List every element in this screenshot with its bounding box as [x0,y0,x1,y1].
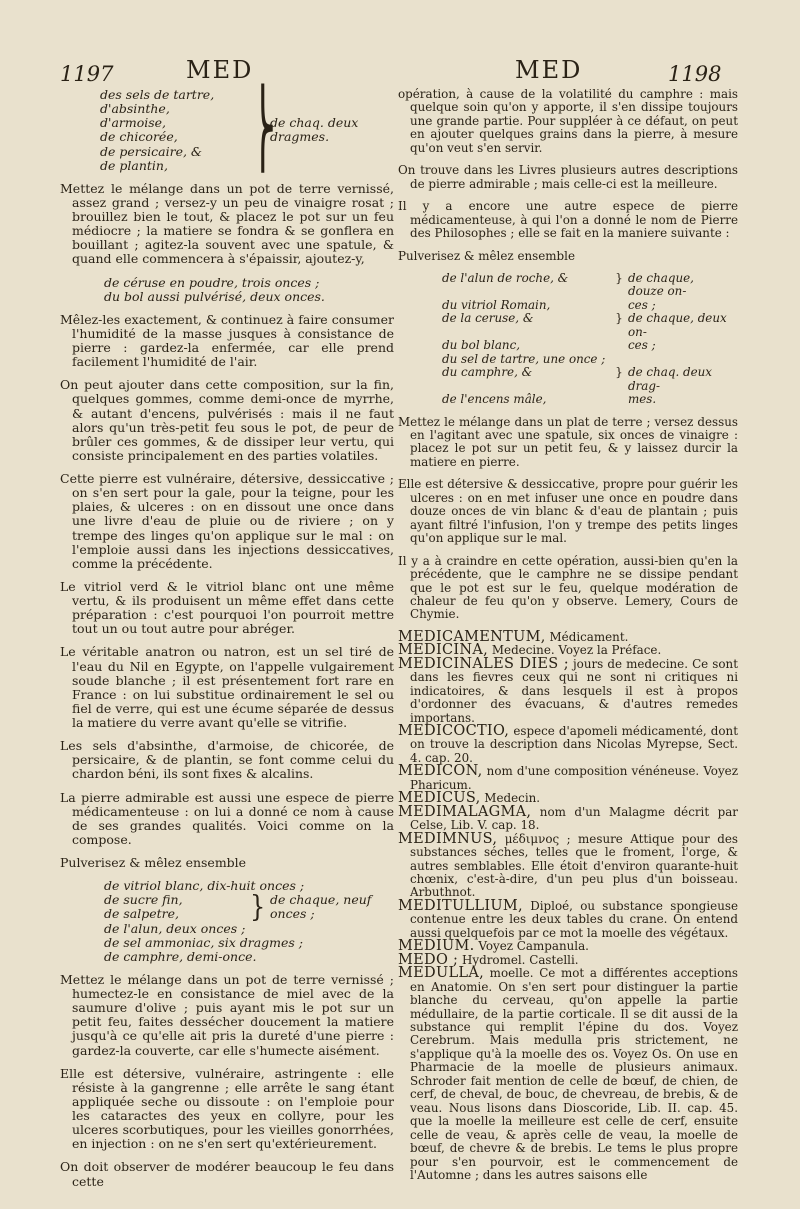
entry-text: μέδιμνος ; mesure Attique pour des substances séches, telles que le froment, l'orge, & autres semblables. Elle étoit d'environ quarante-huit chœnix, c'est-à-dire, d'un peu plus d'un boisseau. Arbuthnot. [410,831,738,900]
ingredient-name: du camphre, & [442,365,533,380]
entry-headword: MEDICON, [398,763,483,780]
entry-text: Hydromel. Castelli. [458,952,579,967]
entry-headword: MEDITULLIUM, [398,897,523,914]
left-column [60,88,394,1198]
entry-headword: MEDO ; [398,951,459,968]
brace-glyph: } [250,890,266,925]
ingredient-list [60,879,394,893]
quantity-note: de chaq. deux dragmes. [270,115,359,145]
dictionary-entry [398,725,738,765]
ingredient-quantity: ces ; [628,297,656,312]
ingredient-name: du bol blanc, [442,338,521,353]
ingredient-name: du vitriol Romain, [442,297,551,312]
ingredient-block [60,88,394,173]
paragraph: Cette pierre est vulnéraire, détersive, dessiccative ; on s'en sert pour la gale, pour la teigne, pour les plaies, & ulceres : on en dissout une once dans une livre d'eau de pluie ou de riviere ; on y trempe des linges qu'on applique sur le mal : on l'emploie aussi dans les injections dessiccatives, comme la précédente. [60,471,394,571]
paragraph: Il y a encore une autre espece de pierre médicamenteuse, à qui l'on a donné le nom de Pierre des Philosophes ; elle se fait en la maniere suivante : [398,199,738,241]
paragraph: opération, à cause de la volatilité du camphre : mais quelque soin qu'on y apporte, il s'en dissipe toujours une grande partie. Pour suppléer à ce défaut, on peut en ajouter quelques grains dans la pierre, à mesure qu'on veut s'en servir. [398,87,738,155]
dictionary-entry [398,765,738,792]
ingredient-line: de persicaire, & [100,143,203,159]
entry-text: Medecin. [480,791,541,806]
entry-headword: MEDULLA, [398,965,485,982]
entry-text: Voyez Campanula. [474,939,589,954]
paragraph: Les sels d'absinthe, d'armoise, de chicorée, de persicaire, & de plantin, se font comme celui du chardon béni, ils sont fixes & alcalins. [60,738,394,782]
left-running-head: MED [186,56,254,84]
brace-glyph [610,299,628,312]
entry-text: nom d'une composition vénéneuse. Voyez Pharicum. [410,764,738,792]
entry-text: Medecine. Voyez la Préface. [488,643,662,658]
dictionary-entry [398,830,738,900]
ingredient-quantity: de chaque, douze on- [628,270,694,299]
paragraph: Elle est détersive & dessiccative, propre pour guérir les ulceres : on en met infuser une once en poudre dans douze onces de vin blanc & d'eau de plantain ; puis ayant filtré l'infusion, l'on y trempe des petits linges qu'on applique sur le mal. [398,477,738,546]
ingredient-row [398,272,738,299]
brace-glyph: } [615,365,623,380]
dictionary-entry [398,967,738,1182]
ingredient-quantity: de chaque, deux on- [628,311,727,339]
paragraph: Mêlez-les exactement, & continuez à faire consumer l'humidité de la masse jusques à consistance de pierre : gardez-la enfermée, car elle prend facilement l'humidité de l'air. [60,311,394,370]
ingredient-line: de céruse en poudre, trois onces ; [104,274,320,290]
ingredient-list [60,922,394,964]
ingredient-line: de salpetre, [104,906,180,922]
paragraph: Pulverisez & mêlez ensemble [60,855,247,870]
entry-text: espece d'apomeli médicamenté, dont on trouve la description dans Nicolas Myrepse, Sect. 4. cap. 20. [410,724,738,765]
ingredient-line: de chicorée, [100,129,178,145]
ingredient-quantity [628,353,728,366]
ingredient-list [60,88,250,173]
right-column [398,88,738,1182]
brace-glyph: } [615,311,623,326]
paragraph: Mettez le mélange dans un pot de terre vernissé, assez grand ; versez-y un peu de vinaigre rosat ; brouillez bien le tout, & placez le pot sur un feu médiocre ; la matiere se fondra & se gonflera en bouillant ; agitez-la souvent avec une spatule, & quand elle commencera à s'épaissir, ajoutez-y, [60,180,394,267]
ingredient-block [60,890,394,925]
entry-headword: MEDIMNUS, [398,830,498,847]
ingredient-quantity: mes. [628,392,657,407]
paragraph: Mettez le mélange dans un plat de terre ; versez dessus en l'agitant avec une spatule, six onces de vinaigre : placez le pot sur un petit feu, & y laissez durcir la matiere en pierre. [398,414,738,469]
ingredient-row [398,312,738,339]
entry-text: Médicament. [545,629,629,644]
ingredient-line: de camphre, demi-once. [104,948,257,964]
paragraph: On trouve dans les Livres plusieurs autres descriptions de pierre admirable ; mais celle-ci est la meilleure. [398,163,738,191]
paragraph: Elle est détersive, vulnéraire, astringente : elle résiste à la gangrenne ; elle arrête le sang étant appliquée seche ou dissoute : on l'emploie pour les cataractes des yeux en collyre, pour les ulceres scorbutiques, pour les vieilles gonorrhées, en injection : on ne s'en sert qu'extérieurement. [60,1065,394,1152]
ingredient-line: de l'alun, deux onces ; [104,920,246,936]
ingredient-line: de plantin, [100,157,168,173]
entry-text: nom d'un Malagme décrit par Celse, Lib. V. cap. 18. [410,804,738,833]
paragraph: Le véritable anatron ou natron, est un sel tiré de l'eau du Nil en Egypte, on l'appelle vulgairement soude blanche ; il est présentement fort rare en France : on lui substitue ordinairement le sel ou fiel de verre, qui est une écume séparée de dessus la matiere du verre avant qu'elle se vitrifie. [60,644,394,730]
ingredient-row [398,366,738,393]
entry-headword: MEDICUS, [398,790,481,807]
ingredient-line: d'armoise, [100,115,167,131]
entry-text: moelle. Ce mot a différentes acceptions en Anatomie. On s'en sert pour distinguer la partie blanche du cerveau, qu'on appelle la partie médullaire, de la partie corticale. Il se dit aussi de la substance qui remplit l'épine du dos. Voyez Cerebrum. Mais medulla pris strictement, ne s'applique qu'à la moelle des os. Voyez Os. On use en Pharmacie de la moelle de plusieurs animaux. Schroder fait mention de celle de bœuf, de chien, de cerf, de cheval, de bouc, de chevreau, de brebis, & de veau. Nous lisons dans Dioscoride, Lib. II. cap. 45. que la moelle la meilleure est celle de cerf, ensuite celle de veau, & après celle de veau, la moelle de bœuf, de chevre & de brebis. Le tems le plus propre pour s'en pourvoir, est le commencement de l'Automne ; dans les autres saisons elle [410,966,738,1182]
paragraph: La pierre admirable est aussi une espece de pierre médicamenteuse : on lui a donné ce nom à cause de ses grandes qualités. Voici comme on la compose. [60,789,394,847]
ingredient-name: du sel de tartre, une once ; [442,351,606,366]
paragraph: Mettez le mélange dans un pot de terre vernissé ; humectez-le en consistance de miel avec de la saumure d'olive ; puis ayant mis le pot sur un petit feu, faites dessécher doucement la matiere jusqu'à ce qu'elle ait pris la dureté d'une pierre : gardez-la couverte, car elle s'humecte aisément. [60,971,394,1058]
ingredient-line: de sucre fin, [104,892,183,908]
ingredient-line: des sels de tartre, [100,87,215,102]
brace-glyph [610,339,628,352]
ingredient-row [398,353,738,366]
ingredient-row [398,339,738,352]
paragraph: Le vitriol verd & le vitriol blanc ont une même vertu, & ils produisent un même effet dans cette préparation : c'est pourquoi l'on pourroit mettre tout un ou tout autre pour abréger. [60,578,394,637]
right-page-number: 1198 [668,62,722,86]
ingredient-quantity: ces ; [628,338,656,353]
dictionary-entries [398,628,738,1183]
entry-headword: MEDICOCTIO, [398,723,510,740]
ingredient-table [398,272,738,407]
ingredient-list [60,276,394,304]
right-running-head: MED [515,56,583,84]
entry-text: Diploé, ou substance spongieuse contenue entre les deux tables du crane. On entend aussi quelquefois par ce mot la moelle des végétaux. [410,898,738,940]
brace-glyph [610,353,628,366]
brace-glyph: ⎬ [250,86,276,175]
paragraph: Pulverisez & mêlez ensemble [398,248,576,263]
paragraph: Il y a à craindre en cette opération, aussi-bien qu'en la précédente, que le camphre ne se dissipe pendant que le pot est sur le feu, quelque modération de chaleur de feu qu'on y observe. Lemery, Cours de Chymie. [398,553,738,622]
quantity-note: de chaque, neuf onces ; [270,892,372,922]
ingredient-quantity: de chaq. deux drag- [628,365,713,393]
dictionary-entry [398,897,738,940]
ingredient-line: du bol aussi pulvérisé, deux onces. [104,288,325,304]
ingredient-row [398,299,738,312]
ingredient-row [398,393,738,406]
paragraph: On doit observer de modérer beaucoup le feu dans cette [60,1159,394,1189]
ingredient-line: d'absinthe, [100,101,170,117]
entry-headword: MEDIMALAGMA, [398,803,532,820]
dictionary-entry [398,655,738,725]
ingredient-name: de l'alun de roche, & [442,270,569,285]
ingredient-name: de la ceruse, & [442,311,534,326]
entry-headword: MEDIUM. [398,938,475,955]
ingredient-name: de l'encens mâle, [442,392,547,407]
entry-headword: MEDICAMENTUM, [398,628,546,645]
entry-headword: MEDICINA, [398,642,489,659]
entry-text: jours de medecine. Ce sont dans les fievres ceux qui ne sont ni critiques ni indicatoires, & dans lesquels il est à propos d'ordonner des évacuans, & d'autres remedes importans. [410,656,738,725]
brace-glyph: } [615,270,623,285]
left-page-number: 1197 [60,62,114,86]
brace-glyph [610,393,628,406]
dictionary-entry [398,803,738,833]
ingredient-list [60,893,250,921]
ingredient-line: de vitriol blanc, dix-huit onces ; [104,878,305,894]
paragraph: On peut ajouter dans cette composition, sur la fin, quelques gommes, comme demi-once de myrrhe, & autant d'encens, pulvérisés : mais il ne faut alors qu'un très-petit feu sous le pot, de peur de brûler ces gommes, & de dissiper leur vertu, qui consiste principalement en des parties volatiles. [60,377,394,463]
ingredient-line: de sel ammoniac, six dragmes ; [104,934,304,950]
entry-headword: MEDICINALES DIES ; [398,655,569,672]
